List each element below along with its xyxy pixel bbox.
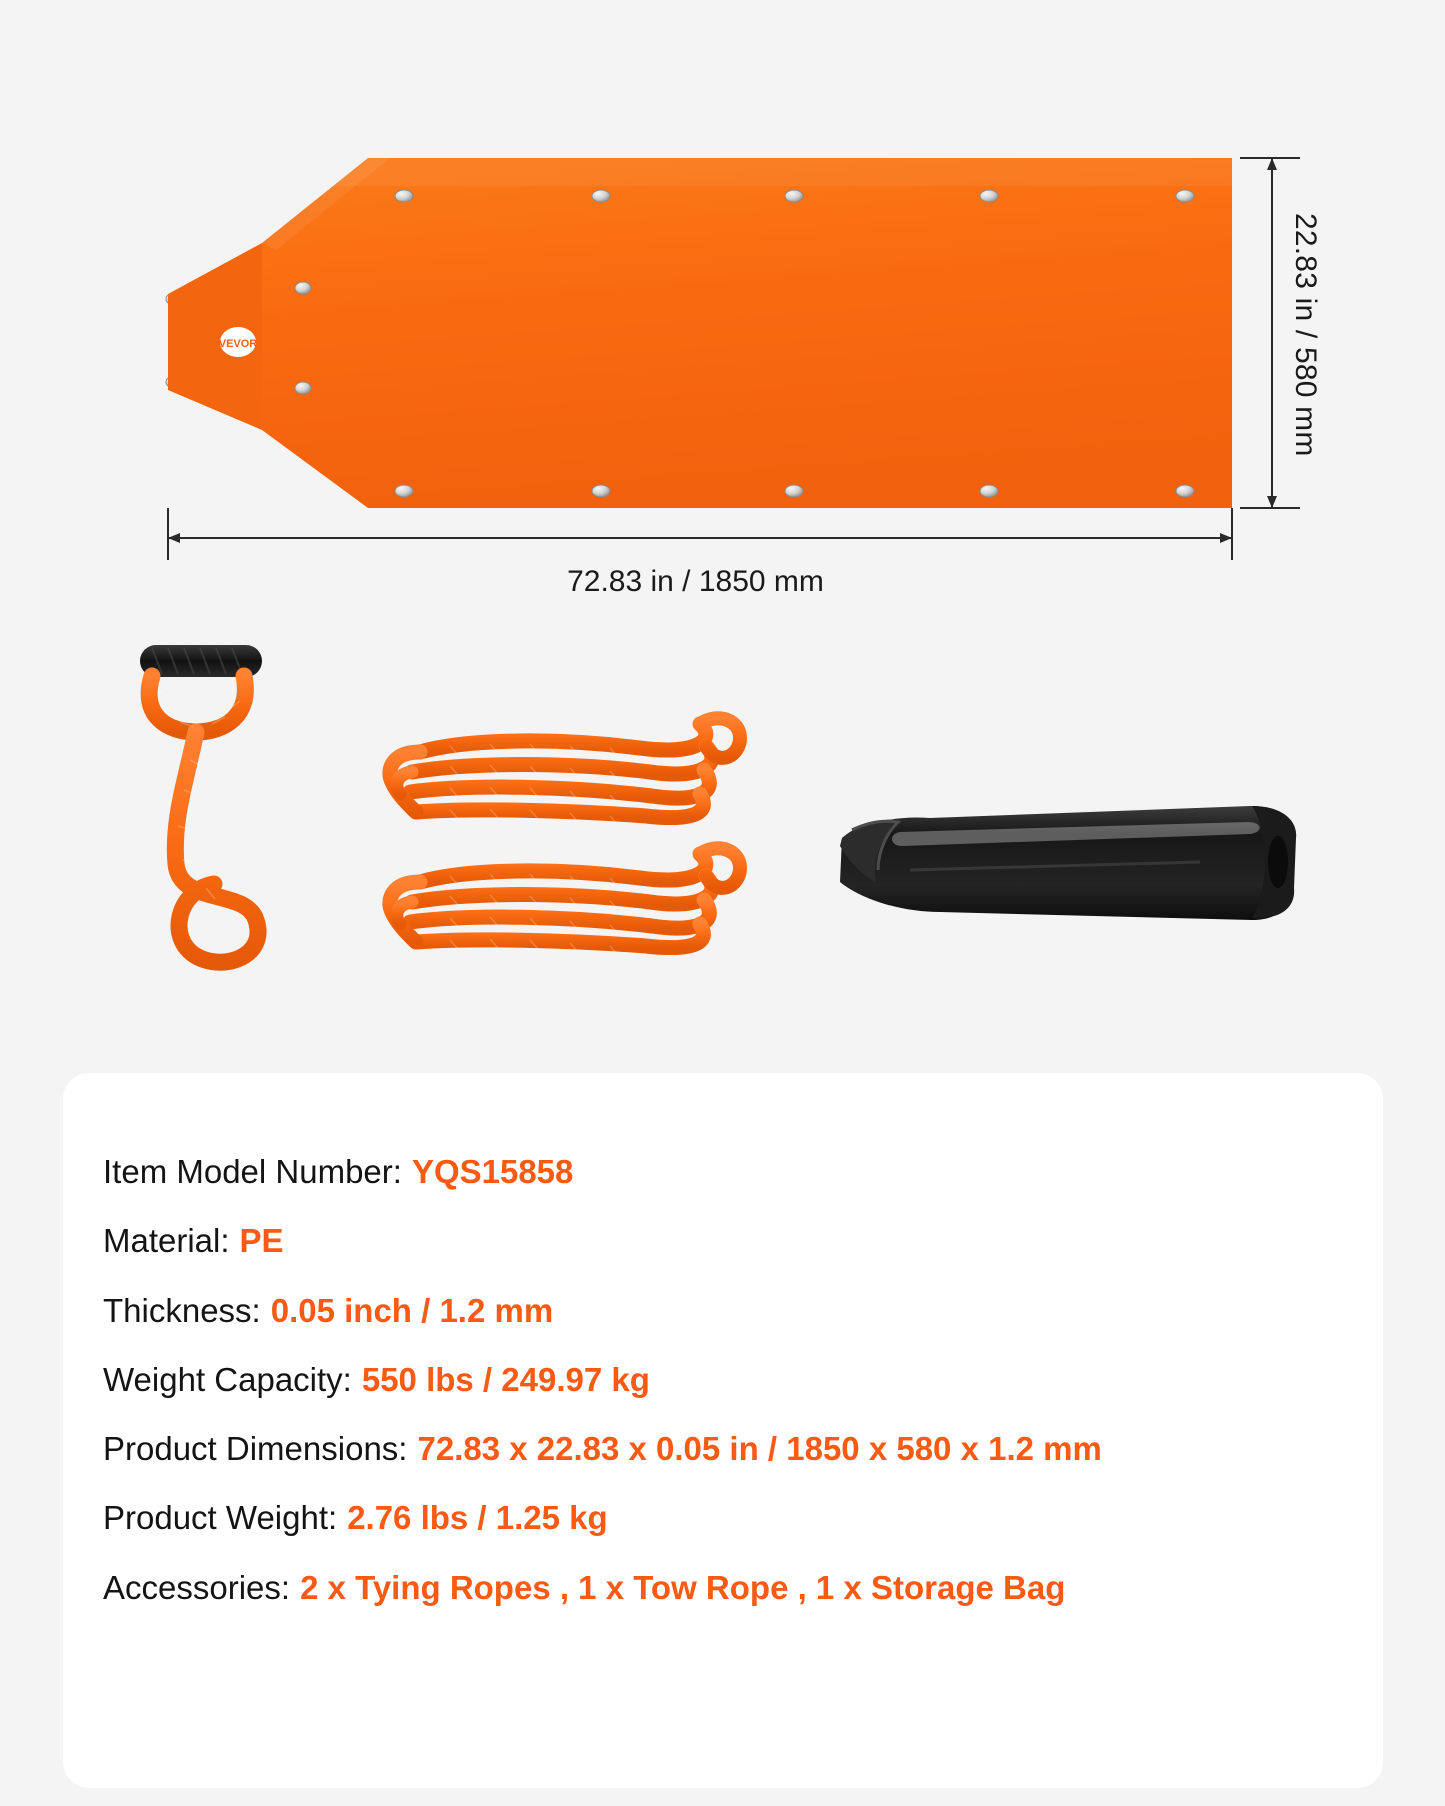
spec-label: Material: [103, 1222, 230, 1260]
spec-row [103, 1290, 1383, 1331]
spec-label: Thickness: [103, 1291, 261, 1329]
product-diagram [0, 0, 1445, 640]
spec-label: Product Weight: [103, 1499, 338, 1537]
tying-rope-upper [390, 718, 740, 825]
spec-value: 72.83 x 22.83 x 0.05 in / 1850 x 580 x 1.2 mm [417, 1430, 1102, 1467]
spec-row [103, 1359, 1383, 1400]
svg-text:VEVOR: VEVOR [218, 338, 258, 350]
accessories-illustration [0, 620, 1445, 1060]
width-dimension-line [168, 508, 1232, 560]
tow-rope-with-handle [140, 645, 262, 962]
spec-value: 0.05 inch / 1.2 mm [270, 1291, 554, 1329]
spec-label: Product Dimensions: [103, 1430, 408, 1467]
tying-rope-lower [390, 848, 740, 955]
width-dimension-label: 72.83 in / 1850 mm [567, 565, 824, 598]
spec-value: PE [239, 1222, 284, 1260]
spec-label: Item Model Number: [103, 1153, 402, 1190]
spec-row [103, 1497, 1383, 1538]
accessories-svg [0, 620, 1445, 1060]
spec-row [103, 1567, 1383, 1608]
spec-value: 2 x Tying Ropes , 1 x Tow Rope , 1 x Storage Bag [300, 1568, 1066, 1606]
spec-card [63, 1073, 1383, 1788]
spec-label: Weight Capacity: [103, 1360, 352, 1398]
spec-value: 2.76 lbs / 1.25 kg [347, 1499, 608, 1537]
spec-row [103, 1220, 1383, 1261]
storage-bag [840, 806, 1296, 920]
spec-value: YQS15858 [411, 1153, 574, 1190]
spec-row [103, 1428, 1383, 1469]
spec-row [103, 1151, 1383, 1192]
sled-body [262, 158, 1232, 508]
spec-value: 550 lbs / 249.97 kg [361, 1360, 650, 1398]
sled-diagram-svg [0, 0, 1445, 640]
height-dimension-label: 22.83 in / 580 mm [1289, 213, 1322, 457]
spec-label: Accessories: [103, 1568, 291, 1606]
